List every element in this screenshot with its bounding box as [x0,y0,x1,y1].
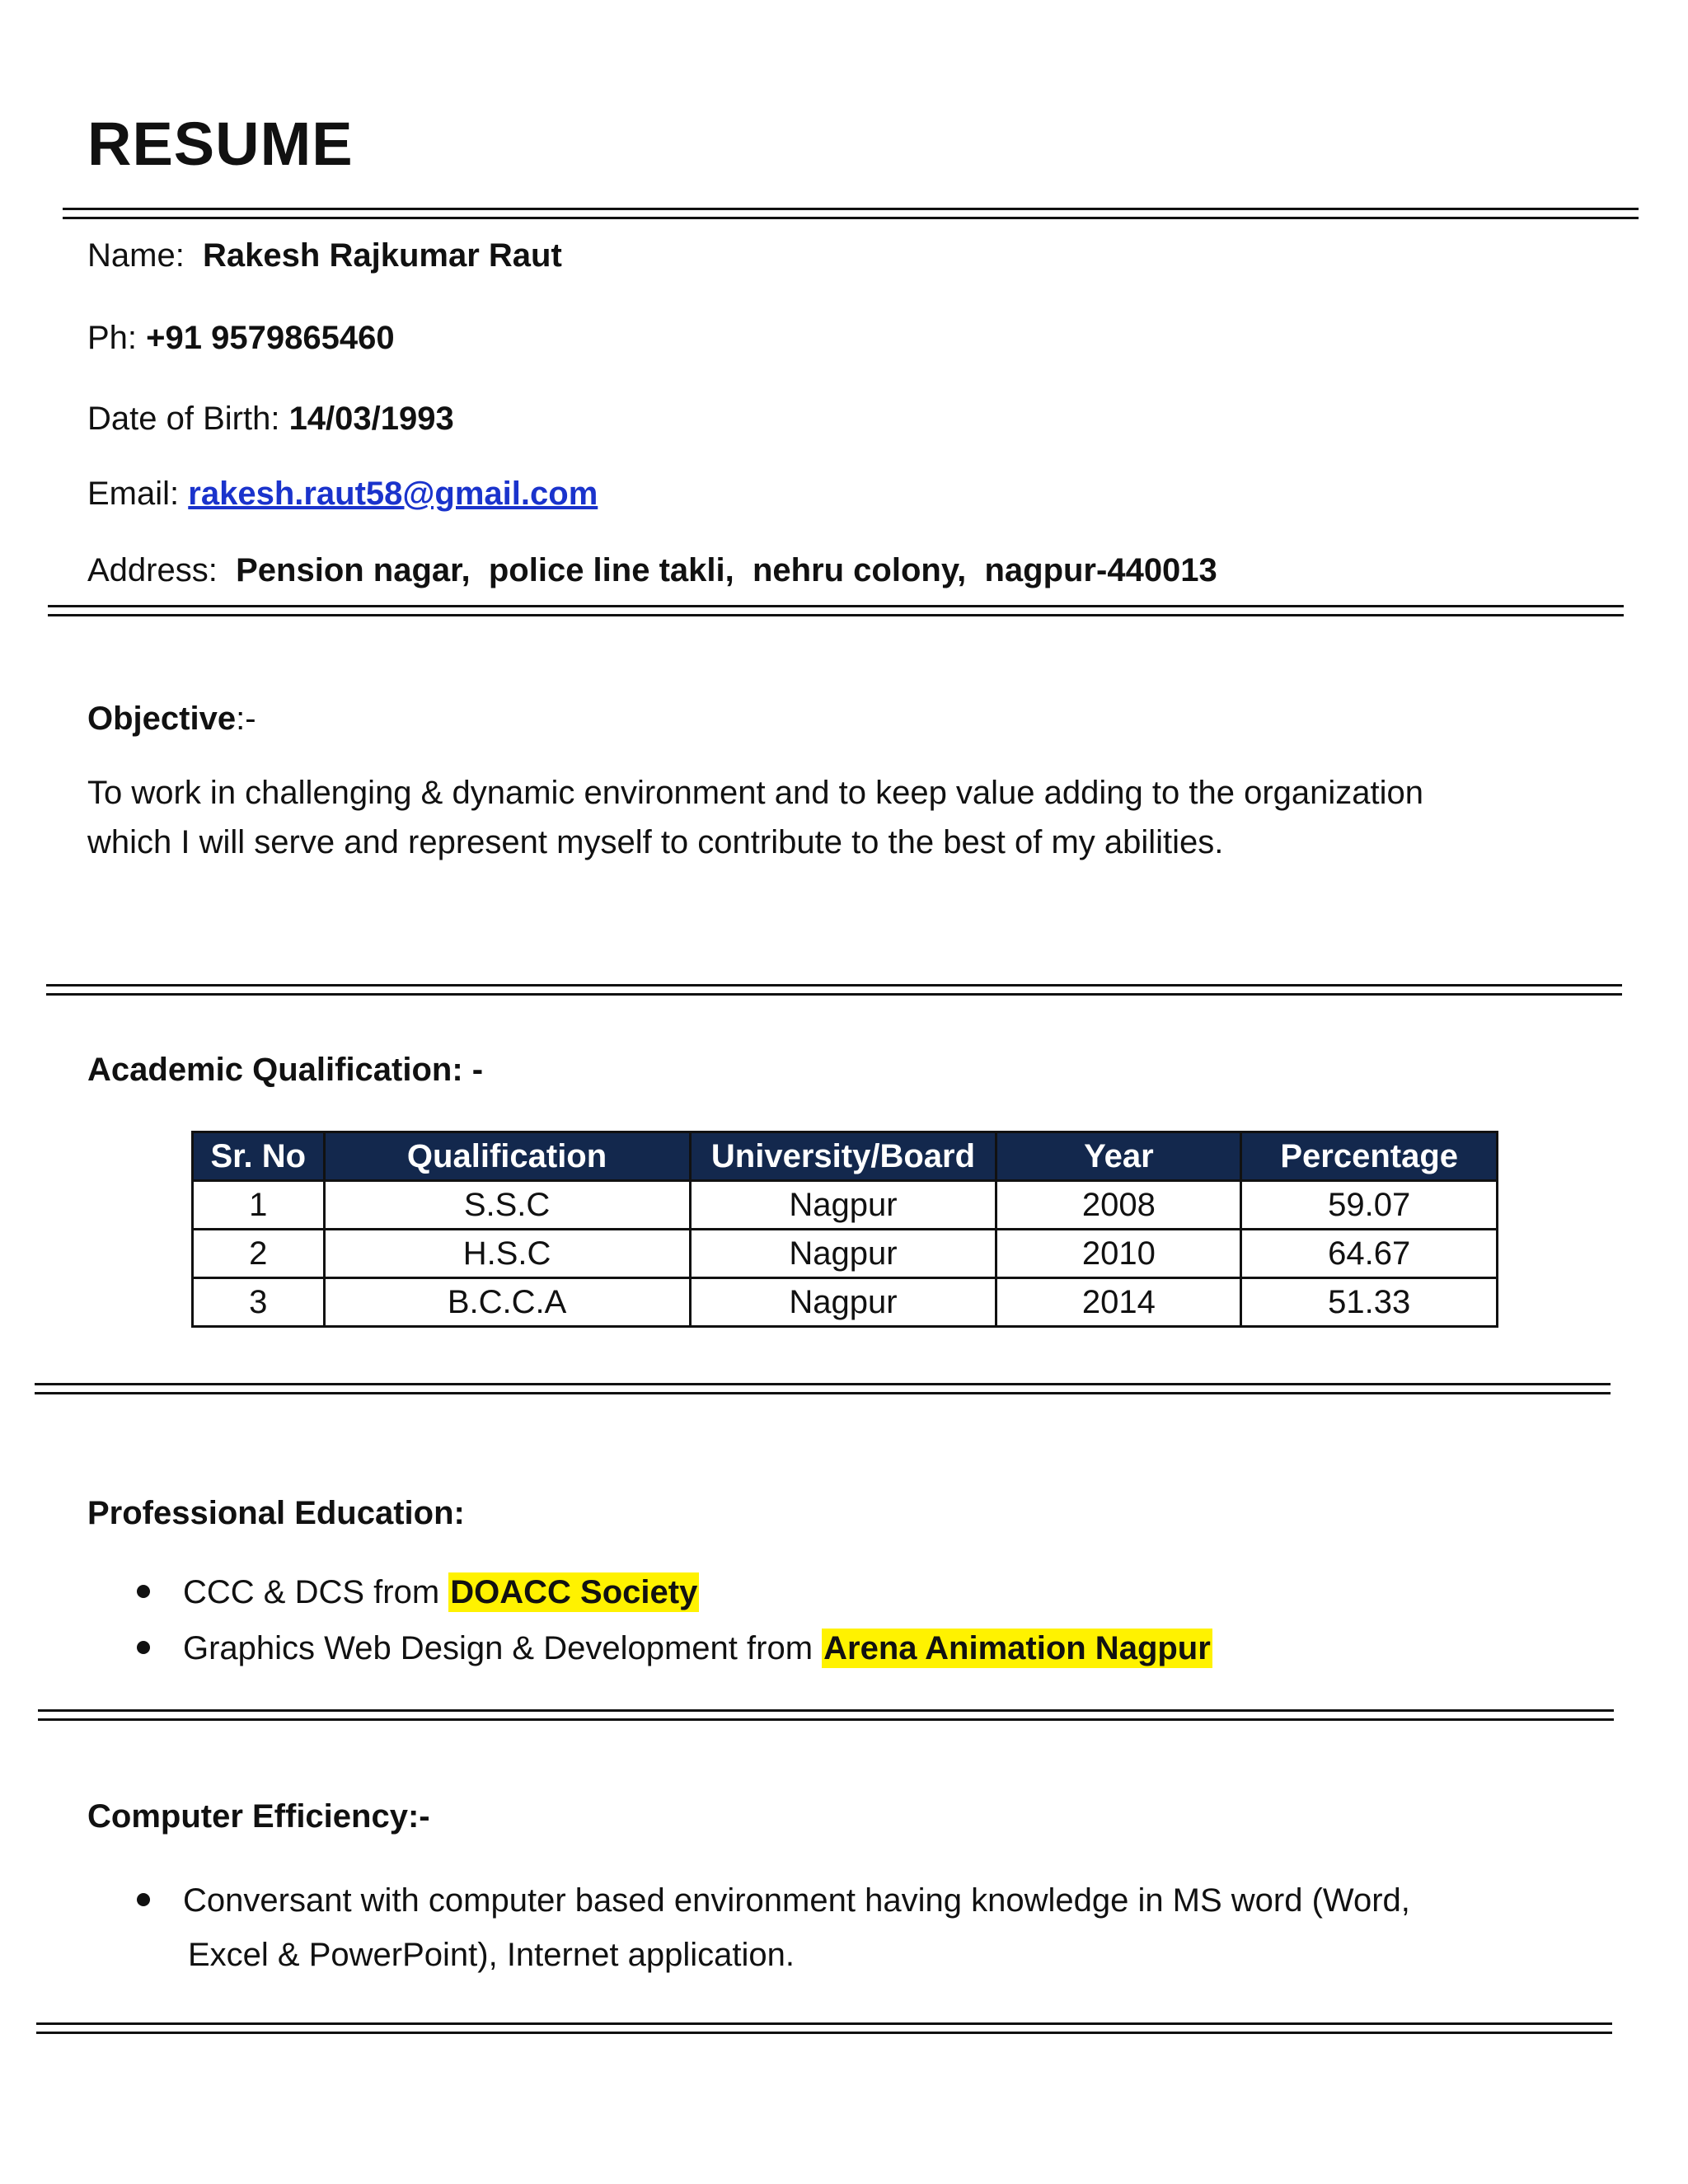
phone-line [87,318,395,358]
phone-label: Ph: [87,320,138,356]
table-cell: 3 [193,1278,325,1327]
table-cell: Nagpur [690,1230,996,1278]
objective-text [87,768,1587,867]
column-header: Sr. No [193,1132,325,1181]
table-cell: H.S.C [324,1230,690,1278]
list-item [137,1630,1212,1667]
bullet-icon [137,1585,150,1598]
table-cell: Nagpur [690,1278,996,1327]
resume-title: RESUME [87,110,354,178]
divider [63,208,1639,219]
dob-label: Date of Birth: [87,401,280,437]
column-header: Qualification [324,1132,690,1181]
table-cell: 59.07 [1241,1181,1498,1230]
address-value: Pension nagar, police line takli, nehru colony, nagpur-440013 [236,552,1217,588]
academic-heading: Academic Qualification: - [87,1052,484,1088]
objective-line: which I will serve and represent myself to contribute to the best of my abilities. [87,824,1224,860]
name-line [87,236,562,275]
divider [48,605,1624,616]
divider [46,984,1622,996]
divider [38,1709,1614,1721]
email-line [87,474,598,513]
column-header: Year [996,1132,1241,1181]
dob-line [87,399,454,438]
table-cell: 2010 [996,1230,1241,1278]
phone-value: +91 9579865460 [146,320,395,356]
item-text: Conversant with computer based environment having knowledge in MS word (Word, [183,1882,1410,1919]
table-cell: Nagpur [690,1181,996,1230]
table-cell: 2014 [996,1278,1241,1327]
table-header-row [193,1132,1498,1181]
item-text-continued: Excel & PowerPoint), Internet application. [188,1937,795,1973]
name-label: Name: [87,237,185,274]
academic-table [191,1131,1498,1328]
address-label: Address: [87,552,218,588]
table-cell: 51.33 [1241,1278,1498,1327]
email-label: Email: [87,476,180,512]
address-line [87,551,1217,590]
objective-heading [87,701,256,738]
table-row [193,1230,1498,1278]
item-text: CCC & DCS from [183,1574,449,1610]
objective-title: Objective [87,701,237,737]
divider [35,1383,1611,1394]
item-text: Graphics Web Design & Development from [183,1630,823,1666]
divider [36,2022,1612,2034]
table-row [193,1181,1498,1230]
professional-heading: Professional Education: [87,1495,465,1531]
bullet-icon [137,1893,150,1906]
objective-line: To work in challenging & dynamic environment and to keep value adding to the organization [87,775,1424,811]
name-value: Rakesh Rajkumar Raut [203,237,562,274]
objective-suffix: :- [236,701,256,737]
table-cell: B.C.C.A [324,1278,690,1327]
table-cell: 2 [193,1230,325,1278]
computer-heading: Computer Efficiency:- [87,1798,430,1835]
column-header: Percentage [1241,1132,1498,1181]
highlighted-institute: DOACC Society [450,1574,698,1610]
email-link[interactable]: rakesh.raut58@gmail.com [188,476,598,512]
table-cell: 1 [193,1181,325,1230]
list-item [137,1882,1410,1919]
bullet-icon [137,1641,150,1654]
table-cell: 64.67 [1241,1230,1498,1278]
highlighted-institute: Arena Animation Nagpur [823,1630,1211,1666]
dob-value: 14/03/1993 [288,401,454,437]
list-item [137,1574,699,1611]
table-cell: S.S.C [324,1181,690,1230]
column-header: University/Board [690,1132,996,1181]
table-row [193,1278,1498,1327]
table-cell: 2008 [996,1181,1241,1230]
